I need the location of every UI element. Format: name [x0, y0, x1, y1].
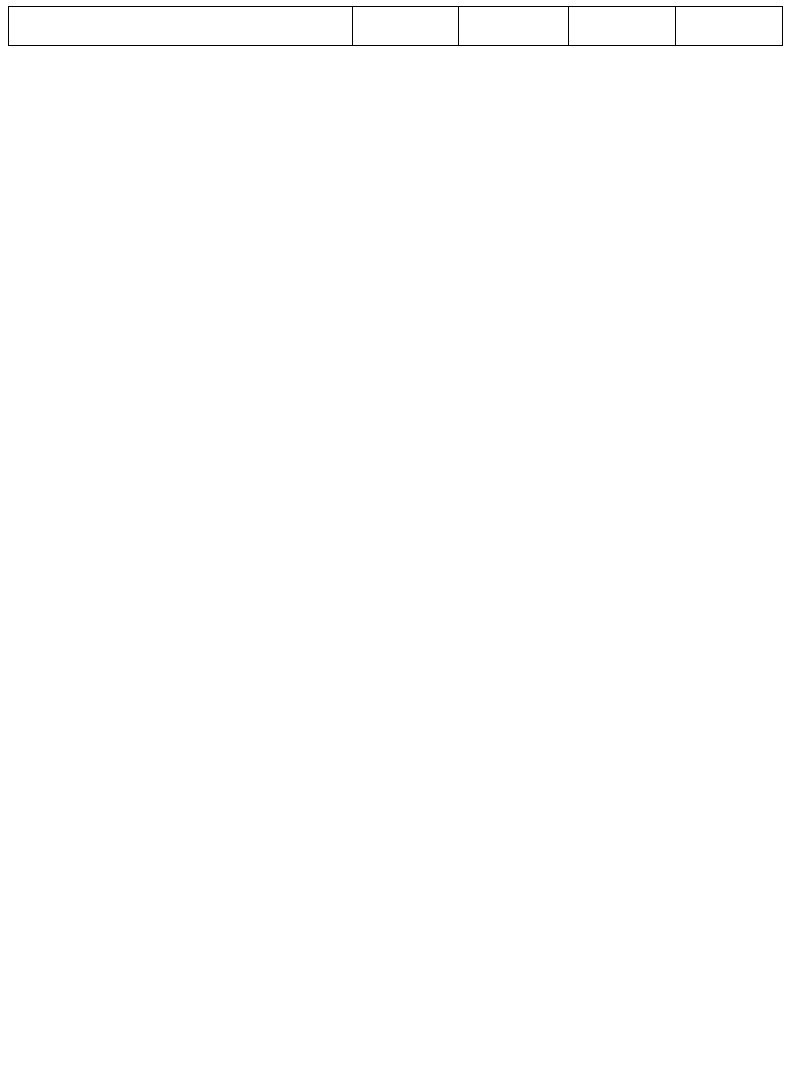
thread-size-column-header [569, 7, 676, 46]
thread-spec-header-label [9, 7, 353, 46]
thread-spec-table [8, 6, 783, 46]
thread-size-column-header [353, 7, 459, 46]
thread-size-column-header [676, 7, 783, 46]
thread-size-column-header [459, 7, 569, 46]
